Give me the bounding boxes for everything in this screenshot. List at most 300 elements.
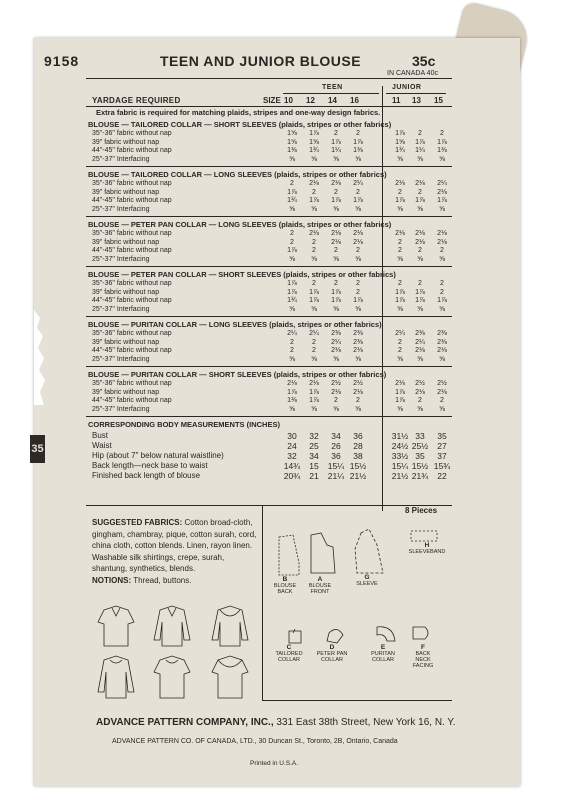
blouse-sketches — [90, 600, 260, 702]
pattern-number: 9158 — [44, 53, 80, 69]
sketch-tailored-long — [154, 606, 190, 646]
yardage-cell: 2⅛ — [309, 230, 319, 237]
yardage-cell: ⅝ — [355, 255, 361, 263]
yardage-cell: 1⅞ — [309, 397, 319, 404]
sketch-tailored-short — [98, 606, 134, 646]
measurement-cell: 15¾ — [433, 461, 451, 471]
measurement-cell: 25 — [309, 441, 319, 451]
measurement-cell: 34 — [309, 451, 319, 461]
section-rule — [86, 266, 452, 267]
yardage-label: YARDAGE REQUIRED — [92, 96, 181, 105]
sleeveband-piece — [411, 531, 437, 541]
suggested-fabrics — [92, 517, 257, 586]
yardage-cell: 1⅞ — [309, 297, 319, 304]
measurement-cell: 35 — [415, 451, 425, 461]
yardage-cell: 2 — [290, 180, 294, 187]
size-header: 11 — [392, 96, 401, 105]
canada-company-name: ADVANCE PATTERN CO. OF CANADA, LTD., — [112, 738, 257, 745]
yardage-cell: 2⅜ — [331, 330, 341, 337]
section-title: BLOUSE — PETER PAN COLLAR — LONG SLEEVES (plaids, stripes or other fabrics) — [88, 220, 392, 229]
piece-name: SLEEVE — [356, 581, 378, 587]
measurement-label: Back length—neck base to waist — [92, 461, 208, 470]
section-title: BLOUSE — PURITAN COLLAR — LONG SLEEVES (plaids, stripes or other fabrics) — [88, 320, 382, 329]
piece-label — [270, 577, 300, 595]
piece-name: TAILORED COLLAR — [275, 651, 303, 663]
notions-text: Thread, buttons. — [133, 575, 192, 585]
yardage-cell: 2⅛ — [437, 347, 447, 354]
yardage-cell: 2 — [440, 288, 444, 296]
teen-underline — [283, 93, 379, 94]
measurement-cell: 21½ — [391, 471, 409, 481]
row-label: 35"-36" fabric without nap — [92, 180, 172, 187]
yardage-cell: 2⅛ — [331, 388, 341, 396]
row-label: 39" fabric without nap — [92, 388, 160, 396]
yardage-cell: ⅝ — [417, 255, 423, 263]
yardage-cell: 2⅜ — [437, 338, 447, 346]
measurement-cell: 33½ — [391, 451, 409, 461]
sketch-puritan-short — [212, 656, 248, 698]
sketch-peter-pan-long — [98, 656, 134, 698]
yardage-cell: 1⅝ — [287, 130, 297, 137]
row-label: 25"-37" Interfacing — [92, 355, 150, 363]
yardage-cell: 2 — [290, 347, 294, 354]
row-label: 44"-45" fabric without nap — [92, 247, 172, 254]
yardage-cell: 2¼ — [415, 338, 425, 346]
yardage-cell: 1⅞ — [437, 197, 447, 204]
yardage-cell: ⅝ — [355, 305, 361, 313]
torn-edge — [34, 310, 54, 405]
yardage-cell: ⅝ — [333, 205, 339, 213]
yardage-cell: 1⅜ — [287, 397, 297, 404]
piece-letter: H — [424, 542, 430, 549]
yardage-cell: 2⅛ — [415, 347, 425, 354]
measurement-label: Hip (about 7" below natural waistline) — [92, 451, 224, 460]
yardage-cell: ⅝ — [417, 305, 423, 313]
yardage-cell: 1⅞ — [331, 138, 341, 146]
size-header: 10 — [284, 96, 293, 105]
yardage-cell: ⅝ — [355, 405, 361, 413]
yardage-cell: 2 — [312, 347, 316, 354]
measurement-cell: 36 — [331, 451, 341, 461]
measurements-title: CORRESPONDING BODY MEASUREMENTS (INCHES) — [88, 420, 280, 429]
yardage-cell: 2 — [440, 247, 444, 254]
yardage-cell: 2¼ — [331, 338, 341, 346]
company-address: 331 East 38th Street, New York 16, N. Y. — [276, 717, 456, 728]
yardage-cell: 2 — [312, 188, 316, 196]
measurement-cell: 25½ — [411, 441, 429, 451]
row-label: 39" fabric without nap — [92, 188, 160, 196]
section-rule — [86, 316, 452, 317]
yardage-cell: 2⅛ — [309, 380, 319, 387]
yardage-cell: 2⅛ — [331, 347, 341, 354]
row-label: 39" fabric without nap — [92, 288, 160, 296]
section-rule — [86, 216, 452, 217]
size-header: 12 — [306, 96, 315, 105]
yardage-cell: ⅝ — [355, 155, 361, 163]
sleeve-piece — [355, 529, 383, 573]
yardage-cell: 2⅛ — [395, 230, 405, 237]
measurement-label: Finished back length of blouse — [92, 471, 201, 480]
row-label: 39" fabric without nap — [92, 238, 160, 246]
yardage-cell: 2⅛ — [331, 180, 341, 187]
pieces-count: 8 Pieces — [405, 506, 438, 515]
yardage-cell: 2 — [356, 280, 360, 287]
yardage-cell: ⅝ — [355, 205, 361, 213]
yardage-cell: 2 — [356, 188, 360, 196]
measurement-cell: 24½ — [391, 441, 409, 451]
yardage-cell: ⅝ — [397, 405, 403, 413]
piece-name: PETER PAN COLLAR — [316, 651, 348, 663]
extra-fabric-note: Extra fabric is required for matching plaids, stripes and one-way design fabrics. — [96, 108, 381, 117]
piece-letter: B — [282, 576, 288, 583]
measurement-cell: 14¾ — [283, 461, 301, 471]
yardage-cell: 1¾ — [287, 197, 297, 204]
piece-label — [368, 645, 398, 663]
measurement-cell: 36 — [353, 431, 363, 441]
yardage-cell: ⅝ — [439, 155, 445, 163]
yardage-cell: ⅝ — [439, 305, 445, 313]
yardage-cell: 1⅞ — [437, 138, 447, 146]
yardage-cell: 2⅛ — [331, 238, 341, 246]
printed-in: Printed in U.S.A. — [250, 760, 299, 767]
yardage-cell: ⅝ — [439, 355, 445, 363]
group-junior: JUNIOR — [392, 84, 422, 91]
blouse-front-piece — [311, 533, 335, 573]
company-line — [96, 717, 456, 728]
yardage-cell: 2⅛ — [353, 238, 363, 246]
yardage-cell: ⅝ — [417, 405, 423, 413]
yardage-cell: ⅝ — [311, 405, 317, 413]
blouse-back-piece — [279, 535, 299, 575]
yardage-cell: 2 — [290, 338, 294, 346]
yardage-cell: 2⅜ — [437, 330, 447, 337]
yardage-cell: 1⅞ — [287, 388, 297, 396]
yardage-cell: 2⅜ — [415, 330, 425, 337]
yardage-cell: 2 — [398, 338, 402, 346]
yardage-cell: 1⅞ — [353, 138, 363, 146]
yardage-cell: 1⅞ — [331, 197, 341, 204]
yardage-cell: 1⅝ — [287, 138, 297, 146]
piece-name: BLOUSE FRONT — [308, 583, 332, 595]
yardage-cell: 2 — [290, 238, 294, 246]
piece-letter: C — [286, 644, 292, 651]
yardage-cell: ⅝ — [439, 405, 445, 413]
puritan-collar-piece — [377, 627, 395, 641]
row-label: 25"-37" Interfacing — [92, 205, 150, 213]
yardage-cell: 2½ — [331, 380, 341, 387]
measurement-cell: 27 — [437, 441, 447, 451]
yardage-cell: 2 — [356, 247, 360, 254]
measurement-cell: 30 — [287, 431, 297, 441]
yardage-cell: 2 — [356, 288, 360, 296]
row-label: 25"-37" Interfacing — [92, 405, 150, 413]
size-label: SIZE — [263, 96, 281, 105]
yardage-cell: ⅝ — [397, 355, 403, 363]
yardage-cell: 1⅜ — [287, 147, 297, 154]
yardage-cell: 1⅞ — [287, 247, 297, 254]
measurement-cell: 38 — [353, 451, 363, 461]
yardage-cell: 2 — [398, 280, 402, 287]
page-title: TEEN AND JUNIOR BLOUSE — [160, 53, 362, 69]
yardage-cell: 2⅛ — [415, 388, 425, 396]
yardage-cell: 2 — [312, 247, 316, 254]
yardage-cell: 2 — [334, 247, 338, 254]
piece-label — [305, 577, 335, 595]
notions-heading: NOTIONS: — [92, 575, 132, 585]
yardage-cell: 2 — [334, 397, 338, 404]
yardage-cell: 2¼ — [309, 330, 319, 337]
piece-letter: A — [317, 576, 323, 583]
measurement-cell: 21¼ — [327, 471, 345, 481]
yardage-cell: 1⅜ — [353, 147, 363, 154]
yardage-cell: 2⅛ — [415, 238, 425, 246]
measurement-cell: 37 — [437, 451, 447, 461]
yardage-cell: 1⅞ — [287, 280, 297, 287]
yardage-cell: 2⅜ — [353, 330, 363, 337]
yardage-cell: 1⅞ — [395, 130, 405, 137]
yardage-cell: 2⅛ — [415, 230, 425, 237]
yardage-cell: ⅝ — [289, 405, 295, 413]
row-label: 35"-36" fabric without nap — [92, 130, 172, 137]
row-label: 35"-36" fabric without nap — [92, 380, 172, 387]
size-header: 15 — [434, 96, 443, 105]
canada-company-address: 30 Duncan St., Toronto, 2B, Ontario, Canada — [258, 738, 398, 745]
piece-letter: D — [329, 644, 335, 651]
yardage-cell: 2 — [440, 397, 444, 404]
yardage-cell: ⅝ — [333, 305, 339, 313]
row-label: 25"-37" Interfacing — [92, 305, 150, 313]
section-rule — [86, 366, 452, 367]
row-label: 39" fabric without nap — [92, 338, 160, 346]
row-label: 44"-45" fabric without nap — [92, 197, 172, 204]
section-title: BLOUSE — TAILORED COLLAR — SHORT SLEEVES (plaids, stripes or other fabrics) — [88, 120, 392, 129]
section-rule — [86, 166, 452, 167]
yardage-cell: ⅝ — [397, 305, 403, 313]
yardage-cell: 1⅞ — [309, 388, 319, 396]
fabrics-heading: SUGGESTED FABRICS: — [92, 518, 183, 527]
group-teen: TEEN — [322, 84, 343, 91]
yardage-cell: 2 — [312, 238, 316, 246]
measurement-cell: 15½ — [411, 461, 429, 471]
yardage-cell: 2½ — [437, 380, 447, 387]
pieces-bottom-rule — [262, 700, 452, 701]
yardage-cell: 2 — [398, 188, 402, 196]
measurement-cell: 31½ — [391, 431, 409, 441]
piece-name: BLOUSE BACK — [273, 583, 297, 595]
yardage-cell: 2⅛ — [309, 180, 319, 187]
piece-label — [408, 645, 438, 669]
yardage-cell: 1⅝ — [309, 138, 319, 146]
fabrics-text: Cotton broad-cloth, gingham, chambray, pique, cotton surah, cord, china cloth, cotton blends. Linen, rayon linen. Washable silk shirtings, crepe, surah, shantung, synthetics, blends. — [92, 518, 257, 573]
yardage-cell: 2 — [398, 238, 402, 246]
measurement-cell: 28 — [353, 441, 363, 451]
piece-letter: G — [364, 574, 370, 581]
junior-underline — [386, 93, 446, 94]
yardage-cell: ⅝ — [289, 355, 295, 363]
yardage-cell: ⅝ — [439, 205, 445, 213]
yardage-cell: 2⅛ — [437, 388, 447, 396]
yardage-cell: 2⅛ — [395, 180, 405, 187]
yardage-cell: ⅝ — [333, 255, 339, 263]
yardage-cell: ⅝ — [289, 205, 295, 213]
size-header: 14 — [328, 96, 337, 105]
yardage-cell: 1¾ — [395, 147, 405, 154]
yardage-cell: 1⅜ — [437, 147, 447, 154]
yardage-cell: ⅝ — [417, 205, 423, 213]
measurement-cell: 32 — [287, 451, 297, 461]
row-label: 44"-45" fabric without nap — [92, 297, 172, 304]
yardage-cell: 2 — [334, 130, 338, 137]
yardage-cell: 2¼ — [353, 180, 363, 187]
row-label: 35"-36" fabric without nap — [92, 280, 172, 287]
yardage-cell: 2 — [398, 347, 402, 354]
yardage-cell: ⅝ — [311, 255, 317, 263]
yardage-cell: ⅝ — [333, 405, 339, 413]
yardage-cell: ⅝ — [333, 355, 339, 363]
company-name: ADVANCE PATTERN COMPANY, INC., — [96, 717, 274, 728]
yardage-cell: 1⅞ — [287, 288, 297, 296]
yardage-cell: ⅝ — [289, 155, 295, 163]
yardage-cell: 2½ — [415, 380, 425, 387]
piece-label — [352, 575, 382, 587]
measurement-cell: 22 — [437, 471, 447, 481]
header-rule — [86, 78, 452, 79]
yardage-cell: 2 — [418, 247, 422, 254]
yardage-cell: ⅝ — [417, 155, 423, 163]
yardage-cell: ⅝ — [311, 155, 317, 163]
piece-name: SLEEVEBAND — [408, 549, 446, 555]
piece-name: PURITAN COLLAR — [371, 651, 395, 663]
yardage-cell: ⅝ — [397, 255, 403, 263]
yardage-cell: 1¾ — [287, 297, 297, 304]
section-rule — [86, 416, 452, 417]
section-title: BLOUSE — TAILORED COLLAR — LONG SLEEVES (plaids, stripes or other fabrics) — [88, 170, 387, 179]
yardage-cell: 2½ — [353, 380, 363, 387]
measurement-cell: 32 — [309, 431, 319, 441]
canada-price: IN CANADA 40c — [387, 70, 438, 77]
yardage-cell: 2⅛ — [437, 238, 447, 246]
measurement-cell: 15¼ — [391, 461, 409, 471]
yardage-cell: 1⅞ — [331, 297, 341, 304]
measurement-cell: 35 — [437, 431, 447, 441]
section-title: BLOUSE — PETER PAN COLLAR — SHORT SLEEVES (plaids, stripes or other fabrics) — [88, 270, 396, 279]
measurement-cell: 24 — [287, 441, 297, 451]
piece-label — [407, 543, 447, 555]
yardage-cell: 2 — [440, 280, 444, 287]
size-rule — [86, 106, 452, 107]
row-label: 35"-36" fabric without nap — [92, 330, 172, 337]
yardage-cell: 1⅞ — [309, 197, 319, 204]
yardage-cell: 1⅞ — [331, 288, 341, 296]
canada-company-line — [112, 738, 398, 745]
sketch-peter-pan-short — [154, 656, 190, 698]
measurement-cell: 34 — [331, 431, 341, 441]
yardage-cell: 2 — [356, 130, 360, 137]
section-title: BLOUSE — PURITAN COLLAR — SHORT SLEEVES (plaids, stripes or other fabrics) — [88, 370, 387, 379]
measurement-cell: 15¼ — [327, 461, 345, 471]
yardage-cell: 1⅞ — [395, 297, 405, 304]
yardage-cell: 2 — [418, 397, 422, 404]
yardage-cell: ⅝ — [333, 155, 339, 163]
sketch-puritan-long — [212, 606, 248, 646]
yardage-cell: ⅝ — [355, 355, 361, 363]
yardage-cell: ⅝ — [397, 205, 403, 213]
row-label: 35"-36" fabric without nap — [92, 230, 172, 237]
peter-pan-collar-piece — [327, 629, 343, 643]
yardage-cell: 2 — [312, 338, 316, 346]
edge-tab: 35 — [30, 435, 45, 463]
yardage-cell: 2 — [334, 280, 338, 287]
row-label: 25"-37" Interfacing — [92, 155, 150, 163]
yardage-cell: ⅝ — [311, 205, 317, 213]
yardage-cell: 1⅞ — [353, 297, 363, 304]
yardage-cell: 2⅛ — [437, 230, 447, 237]
piece-letter: E — [380, 644, 386, 651]
yardage-cell: 1⅞ — [415, 297, 425, 304]
yardage-cell: 1⅞ — [309, 130, 319, 137]
yardage-cell: 2¼ — [395, 330, 405, 337]
measurement-label: Bust — [92, 431, 109, 440]
yardage-cell: 2 — [418, 280, 422, 287]
back-neck-facing-piece — [413, 627, 428, 639]
yardage-cell: 1¾ — [309, 147, 319, 154]
yardage-cell: 2¼ — [437, 180, 447, 187]
tailored-collar-piece — [289, 629, 301, 643]
yardage-cell: 1⅞ — [437, 297, 447, 304]
yardage-cell: 1¼ — [415, 147, 425, 154]
piece-label — [315, 645, 349, 663]
yardage-cell: ⅝ — [311, 305, 317, 313]
measurement-cell: 20¾ — [283, 471, 301, 481]
measurement-cell: 15 — [309, 461, 319, 471]
yardage-cell: 2⅛ — [353, 230, 363, 237]
piece-letter: F — [421, 644, 425, 651]
yardage-cell: 1⅞ — [309, 288, 319, 296]
yardage-cell: ⅝ — [417, 355, 423, 363]
measurement-cell: 21 — [309, 471, 319, 481]
piece-label — [272, 645, 306, 663]
yardage-cell: ⅝ — [289, 255, 295, 263]
yardage-cell: 2⅛ — [415, 180, 425, 187]
size-header: 13 — [412, 96, 421, 105]
measurement-cell: 21¾ — [411, 471, 429, 481]
yardage-cell: 1⅞ — [395, 197, 405, 204]
yardage-cell: 2⅛ — [353, 347, 363, 354]
teen-junior-divider — [382, 86, 383, 511]
yardage-cell: 1¼ — [331, 147, 341, 154]
row-label: 44"-45" fabric without nap — [92, 147, 172, 154]
yardage-cell: 2 — [356, 397, 360, 404]
yardage-cell: 1⅞ — [287, 188, 297, 196]
measurement-cell: 26 — [331, 441, 341, 451]
yardage-cell: 1⅞ — [353, 197, 363, 204]
yardage-cell: ⅝ — [311, 355, 317, 363]
yardage-cell: 2 — [440, 130, 444, 137]
yardage-cell: 2⅛ — [395, 380, 405, 387]
price: 35c — [412, 53, 436, 69]
table-bottom-rule — [86, 505, 452, 506]
yardage-cell: 1⅝ — [395, 138, 405, 146]
row-label: 44"-45" fabric without nap — [92, 397, 172, 404]
yardage-cell: 2⅛ — [331, 230, 341, 237]
yardage-cell: 2 — [312, 280, 316, 287]
row-label: 25"-37" Interfacing — [92, 255, 150, 263]
yardage-cell: 1⅞ — [415, 197, 425, 204]
yardage-cell: ⅝ — [397, 155, 403, 163]
yardage-cell: 1⅞ — [415, 288, 425, 296]
yardage-cell: 2⅜ — [353, 338, 363, 346]
measurement-cell: 33 — [415, 431, 425, 441]
